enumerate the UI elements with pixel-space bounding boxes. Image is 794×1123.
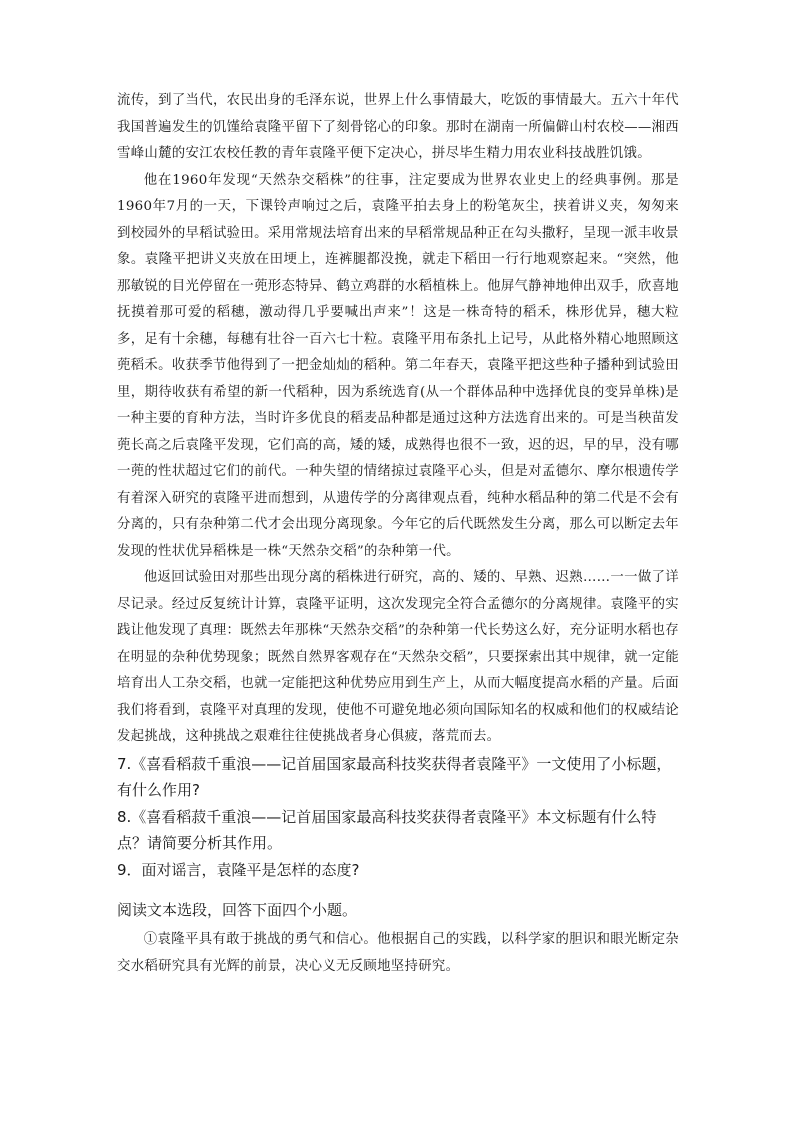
question-8: 8.《喜看稻菽千重浪——记首届国家最高科技奖获得者袁隆平》本文标题有什么特点？请简要分析其作用。 xyxy=(117,807,657,852)
passage-paragraph-2: 他在1960年发现“天然杂交稻株”的往事，注定要成为世界农业史上的经典事例。那是1960年7月的一天，下课铃声响过之后，袁隆平拍去身上的粉笔灰尘，挟着讲义夹，匆匆来到校园外的早稻试验田。采用常规法培育出来的早稻常规品种正在勾头撒籽，呈现一派丰收景象。袁隆平把讲义夹放在田埂上，连裤腿都没挽，就走下稻田一行行地观察起来。“突然，他那敏锐的目光停留在一蔸形态特异、鹤立鸡群的水稻植株上。他屏气静神地伸出双手，欣喜地抚摸着那可爱的稻穗，激动得几乎要喊出声来”！这是一株奇特的稻禾，株形优异，穗大粒多，足有十余穗，每穗有壮谷一百六七十粒。袁隆平用布条扎上记号，从此格外精心地照顾这蔸稻禾。收获季节他得到了一把金灿灿的稻种。第二年春天，袁隆平把这些种子播种到试验田里，期待收获有希望的新一代稻种，因为系统选育(从一个群体品种中选择优良的变异单株)是一种主要的育种方法，当时许多优良的稻麦品种都是通过这种方法选育出来的。可是当秧苗发蔸长高之后袁隆平发现，它们高的高，矮的矮，成熟得也很不一致，迟的迟，早的早，没有哪一蔸的性状超过它们的前代。一种失望的情绪掠过袁隆平心头，但是对孟德尔、摩尔根遗传学有着深入研究的袁隆平进而想到，从遗传学的分离律观点看，纯种水稻品种的第二代是不会有分离的，只有杂种第二代才会出现分离现象。今年它的后代既然发生分离，那么可以断定去年发现的性状优异稻株是一株“天然杂交稻”的杂种第一代。 xyxy=(117,172,679,559)
question-7: 7.《喜看稻菽千重浪——记首届国家最高科技奖获得者袁隆平》一文使用了小标题，有什么作用? xyxy=(117,754,672,799)
question-9: 9．面对谣言，袁隆平是怎样的态度? xyxy=(117,860,360,879)
document-page xyxy=(117,88,679,980)
passage-paragraph-1: 流传，到了当代，农民出身的毛泽东说，世界上什么事情最大，吃饭的事情最大。五六十年代我国普遍发生的饥馑给袁隆平留下了刻骨铭心的印象。那时在湖南一所偏僻山村农校——湘西雪峰山麓的安江农校任教的青年袁隆平便下定决心，拼尽毕生精力用农业科技战胜饥饿。 xyxy=(117,93,679,161)
reading-passage xyxy=(117,88,679,751)
excerpt-paragraph-1: ①袁隆平具有敢于挑战的勇气和信心。他根据自己的实践，以科学家的胆识和眼光断定杂交水稻研究具有光辉的前景，决心义无反顾地坚持研究。 xyxy=(117,932,679,974)
question-list xyxy=(117,751,679,884)
passage-paragraph-3: 他返回试验田对那些出现分离的稻株进行研究，高的、矮的、早熟、迟熟……一一做了详尽记录。经过反复统计计算，袁隆平证明，这次发现完全符合孟德尔的分离规律。袁隆平的实践让他发现了真理：既然去年那株“天然杂交稻”的杂种第一代长势这么好，充分证明水稻也存在明显的杂种优势现象；既然自然界客观存在“天然杂交稻”，只要探索出其中规律，就一定能培育出人工杂交稻，也就一定能把这种优势应用到生产上，从而大幅度提高水稻的产量。后面我们将看到，袁隆平对真理的发现，使他不可避免地必须向国际知名的权威和他们的权威结论发起挑战，这种挑战之艰难往往使挑战者身心俱疲，落荒而去。 xyxy=(117,570,679,744)
section-instruction: 阅读文本选段，回答下面四个小题。 xyxy=(117,901,358,919)
